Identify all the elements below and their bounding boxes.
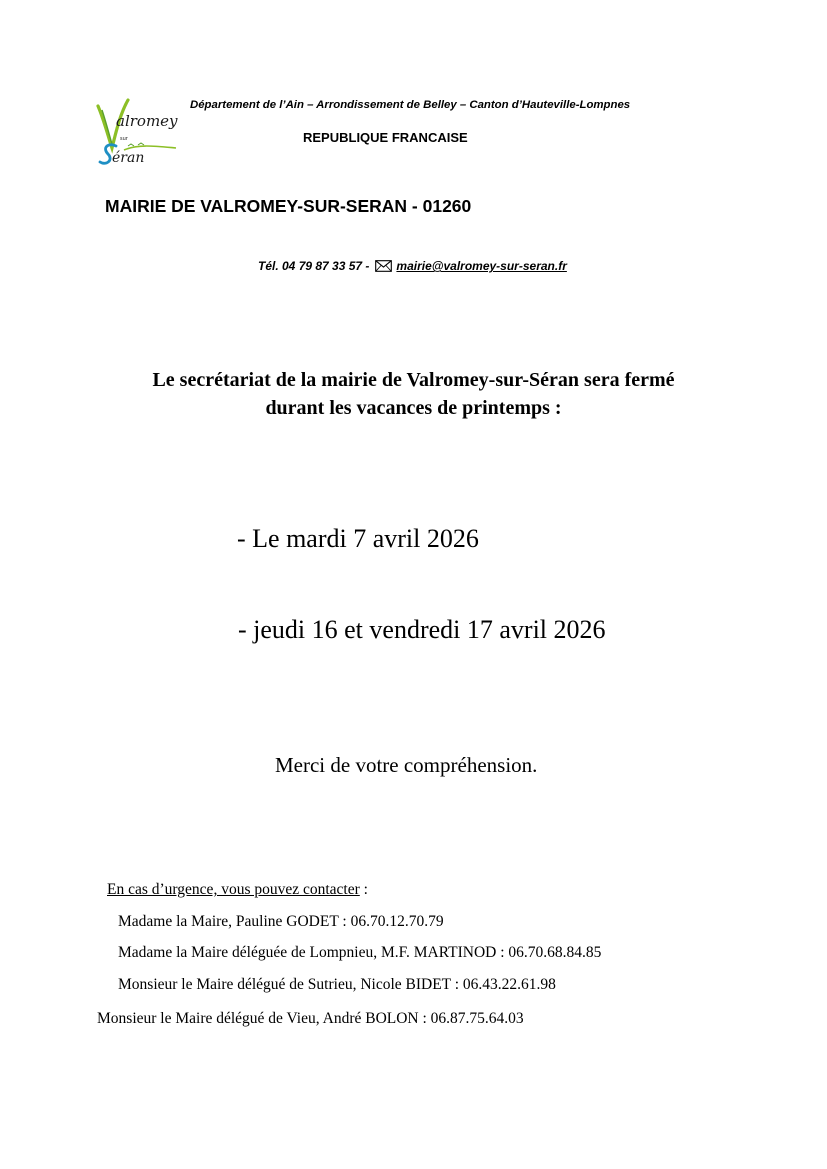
department-line: Département de l’Ain – Arrondissement de Belley – Canton d’Hauteville-Lompnes — [190, 99, 631, 111]
closure-announcement — [0, 366, 827, 422]
emergency-intro — [107, 881, 368, 899]
thanks-message: Merci de votre compréhension. — [275, 753, 538, 777]
contact-lompnieu: Madame la Maire déléguée de Lompnieu, M.F. MARTINOD : 06.70.68.84.85 — [118, 944, 602, 961]
svg-text:alromey: alromey — [116, 112, 178, 130]
email-link[interactable]: mairie@valromey-sur-seran.fr — [396, 259, 567, 273]
envelope-icon — [375, 260, 392, 275]
republic-heading: REPUBLIQUE FRANCAISE — [303, 130, 468, 145]
phone-number: Tél. 04 79 87 33 57 - — [258, 259, 370, 273]
valromey-logo — [94, 96, 180, 168]
closure-date-1: - Le mardi 7 avril 2026 — [237, 524, 479, 553]
emergency-intro-text: En cas d’urgence, vous pouvez contacter — [107, 881, 360, 898]
svg-text:sur: sur — [120, 136, 128, 142]
contact-sutrieu: Monsieur le Maire délégué de Sutrieu, Nicole BIDET : 06.43.22.61.98 — [118, 976, 556, 993]
svg-text:éran: éran — [112, 150, 145, 166]
emergency-intro-suffix: : — [359, 881, 368, 898]
contact-vieu: Monsieur le Maire délégué de Vieu, André BOLON : 06.87.75.64.03 — [97, 1010, 524, 1027]
mairie-title: MAIRIE DE VALROMEY-SUR-SERAN - 01260 — [105, 196, 472, 216]
contact-maire: Madame la Maire, Pauline GODET : 06.70.12.70.79 — [118, 913, 444, 930]
closure-date-2: - jeudi 16 et vendredi 17 avril 2026 — [238, 615, 606, 644]
announcement-line-1: Le secrétariat de la mairie de Valromey-sur-Séran sera fermé — [152, 369, 675, 391]
announcement-line-2: durant les vacances de printemps : — [265, 397, 562, 419]
contact-line — [258, 259, 567, 275]
